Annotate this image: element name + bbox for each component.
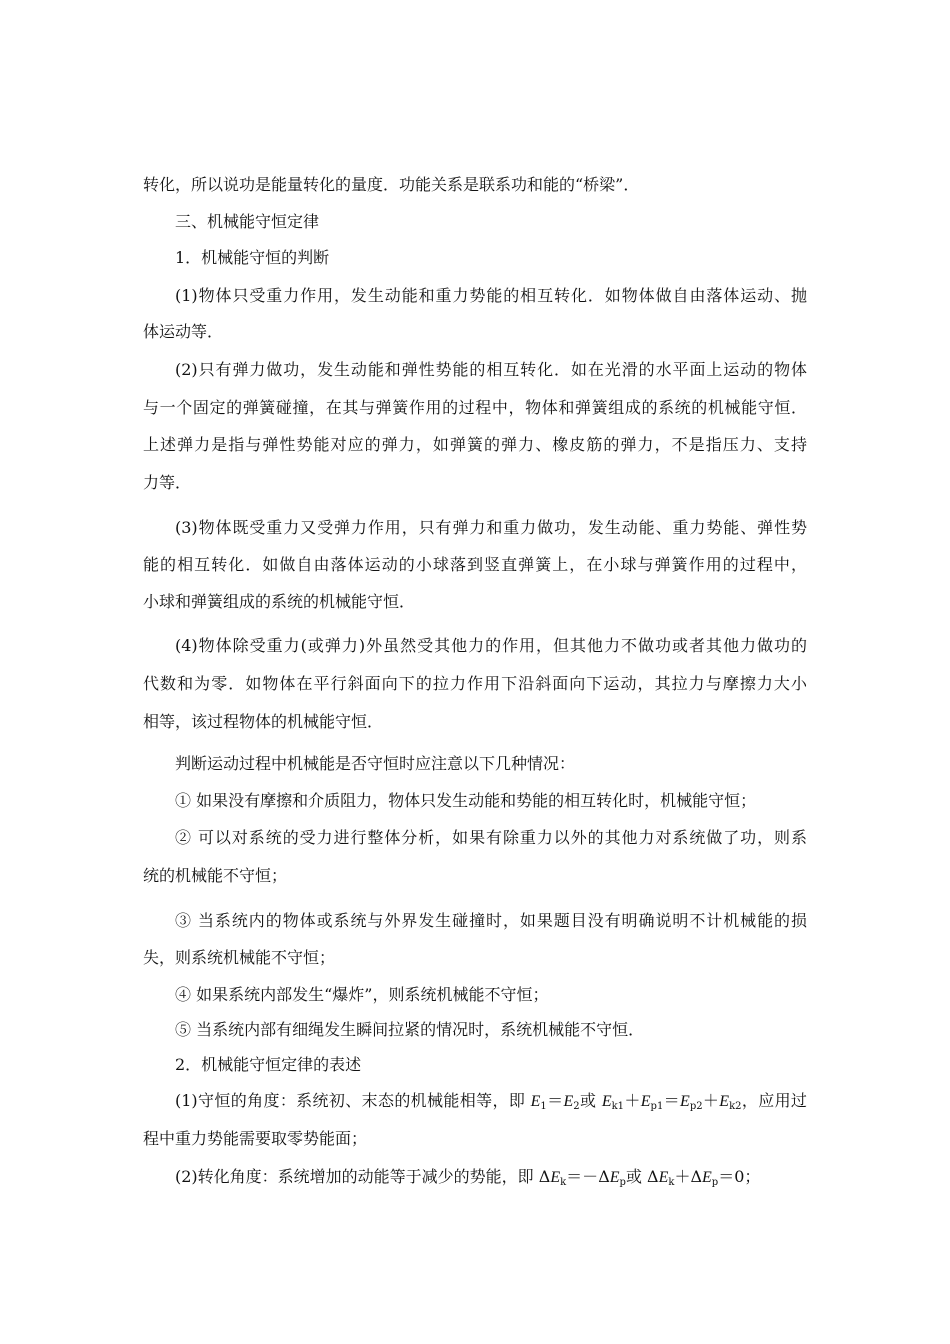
text-line: 相等，该过程物体的机械能守恒． [143, 712, 384, 731]
section-heading: 三、机械能守恒定律 [175, 212, 320, 231]
list-item: ⑤ 当系统内部有细绳发生瞬间拉紧的情况时，系统机械能不守恒． [175, 1020, 645, 1039]
text-line: 与一个固定的弹簧碰撞，在其与弹簧作用的过程中，物体和弹簧组成的系统的机械能守恒． [143, 398, 807, 417]
text-line: 失，则系统机械能不守恒； [143, 948, 336, 967]
subsection-heading: 2．机械能守恒定律的表述 [175, 1055, 362, 1074]
subsection-heading: 1．机械能守恒的判断 [175, 248, 330, 267]
text-line: 小球和弹簧组成的系统的机械能守恒． [143, 592, 416, 611]
text-line: (1)物体只受重力作用，发生动能和重力势能的相互转化．如物体做自由落体运动、抛 [175, 286, 807, 305]
list-item: ③ 当系统内的物体或系统与外界发生碰撞时，如果题目没有明确说明不计机械能的损 [175, 911, 807, 930]
text-line: 判断运动过程中机械能是否守恒时应注意以下几种情况： [175, 754, 576, 773]
text-line: (4)物体除受重力(或弹力)外虽然受其他力的作用，但其他力不做功或者其他力做功的 [175, 636, 807, 655]
text-line: 力等． [143, 473, 192, 492]
list-item: ④ 如果系统内部发生“爆炸”，则系统机械能不守恒； [175, 985, 549, 1004]
formula-line-transformation: (2)转化角度：系统增加的动能等于减少的势能，即 $\Delta E_k=-\Delta E_p$或 $\Delta E_k+\Delta E_p=0$； [175, 1167, 761, 1188]
text-line: 上述弹力是指与弹性势能对应的弹力，如弹簧的弹力、橡皮筋的弹力，不是指压力、支持 [143, 435, 807, 454]
text-line: 能的相互转化．如做自由落体运动的小球落到竖直弹簧上，在小球与弹簧作用的过程中， [143, 555, 807, 574]
text-line: 统的机械能不守恒； [143, 866, 288, 885]
formula-line-conservation: (1)守恒的角度：系统初、末态的机械能相等，即 $E_1=E_2$或 $E_{k1}+E_{p1}=E_{p2}+E_{k2}$，应用过 [175, 1091, 807, 1112]
text-line: 代数和为零．如物体在平行斜面向下的拉力作用下沿斜面向下运动，其拉力与摩擦力大小 [143, 674, 807, 693]
text-line: (2)只有弹力做功，发生动能和弹性势能的相互转化．如在光滑的水平面上运动的物体 [175, 360, 807, 379]
text-line: 体运动等． [143, 322, 224, 341]
text-line: 转化，所以说功是能量转化的量度．功能关系是联系功和能的“桥梁”． [143, 175, 640, 194]
text-line: (3)物体既受重力又受弹力作用，只有弹力和重力做功，发生动能、重力势能、弹性势 [175, 518, 807, 537]
list-item: ① 如果没有摩擦和介质阻力，物体只发生动能和势能的相互转化时，机械能守恒； [175, 791, 757, 810]
list-item: ② 可以对系统的受力进行整体分析，如果有除重力以外的其他力对系统做了功，则系 [175, 828, 807, 847]
text-line: 程中重力势能需要取零势能面； [143, 1129, 368, 1148]
